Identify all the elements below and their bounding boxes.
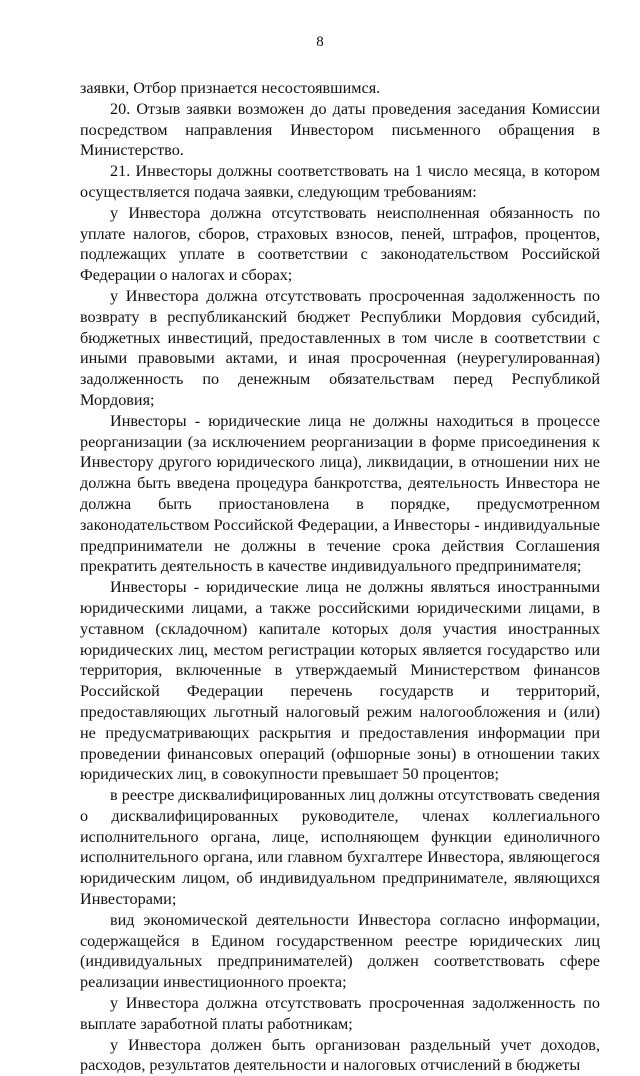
requirement-no-disqualified-persons: в реестре дисквалифицированных лиц должны отсутствовать сведения о дисквалифицированных руководителе, членах коллегиального исполнительного органа, лице, исполняющем функции единоличного исполнительного органа, или главном бухгалтере Инвестора, являющегося юридическим лицом, об индивидуальном предпринимателе, являющихся Инвесторами; [80, 786, 600, 909]
requirement-no-budget-debt: у Инвестора должна отсутствовать просроченная задолженность по возврату в республиканский бюджет Республики Мордовия субсидий, бюджетных инвестиций, предоставленных в том числе в соответствии с иными правовыми актами, и иная просроченная (неурегулированная) задолженность по денежным обязательствам перед Республикой Мордовия; [80, 286, 600, 409]
paragraph-item-20: 20. Отзыв заявки возможен до даты проведения заседания Комиссии посредством направления Инвестором письменного обращения в Министерство. [80, 99, 600, 160]
paragraph-item-21: 21. Инвесторы должны соответствовать на 1 число месяца, в котором осуществляется подача заявки, следующим требованиям: [80, 162, 600, 201]
page-number: 8 [316, 34, 324, 50]
requirement-activity-type: вид экономической деятельности Инвестора согласно информации, содержащейся в Едином государственном реестре юридических лиц (индивидуальных предпринимателей) должен соответствовать сфере реализации инвестиционного проекта; [80, 910, 600, 992]
requirement-no-reorganization: Инвесторы - юридические лица не должны находиться в процессе реорганизации (за исключением реорганизации в форме присоединения к Инвестору другого юридического лица), ликвидации, в отношении них не должна быть введена процедура банкротства, деятельность Инвестора не должна быть приостановлена в порядке, предусмотренном законодательством Российской Федерации, а Инвесторы - индивидуальные предприниматели не должны в течение срока действия Соглашения прекратить деятельность в качестве индивидуального предпринимателя; [80, 411, 600, 576]
requirement-separate-accounting: у Инвестора должен быть организован раздельный учет доходов, расходов, результатов деятельности и налоговых отчислений в бюджеты [80, 1035, 600, 1075]
requirement-not-foreign-entity: Инвесторы - юридические лица не должны являться иностранными юридическими лицами, а также российскими юридическими лицами, в уставном (складочном) капитале которых доля участия иностранных юридических лиц, местом регистрации которых является государство или территория, включенные в утверждаемый Министерством финансов Российской Федерации перечень государств и территорий, предоставляющих льготный налоговый режим налогообложения и (или) не предусматривающих раскрытия и предоставления информации при проведении финансовых операций (офшорные зоны) в отношении таких юридических лиц, в совокупности превышает 50 процентов; [80, 578, 600, 784]
paragraph-continuation: заявки, Отбор признается несостоявшимся. [80, 79, 381, 97]
requirement-no-wage-arrears: у Инвестора должна отсутствовать просроченная задолженность по выплате заработной платы работникам; [80, 994, 600, 1033]
document-body [80, 78, 600, 1076]
requirement-no-tax-arrears: у Инвестора должна отсутствовать неисполненная обязанность по уплате налогов, сборов, страховых взносов, пеней, штрафов, процентов, подлежащих уплате в соответствии с законодательством Российской Федерации о налогах и сборах; [80, 203, 600, 285]
